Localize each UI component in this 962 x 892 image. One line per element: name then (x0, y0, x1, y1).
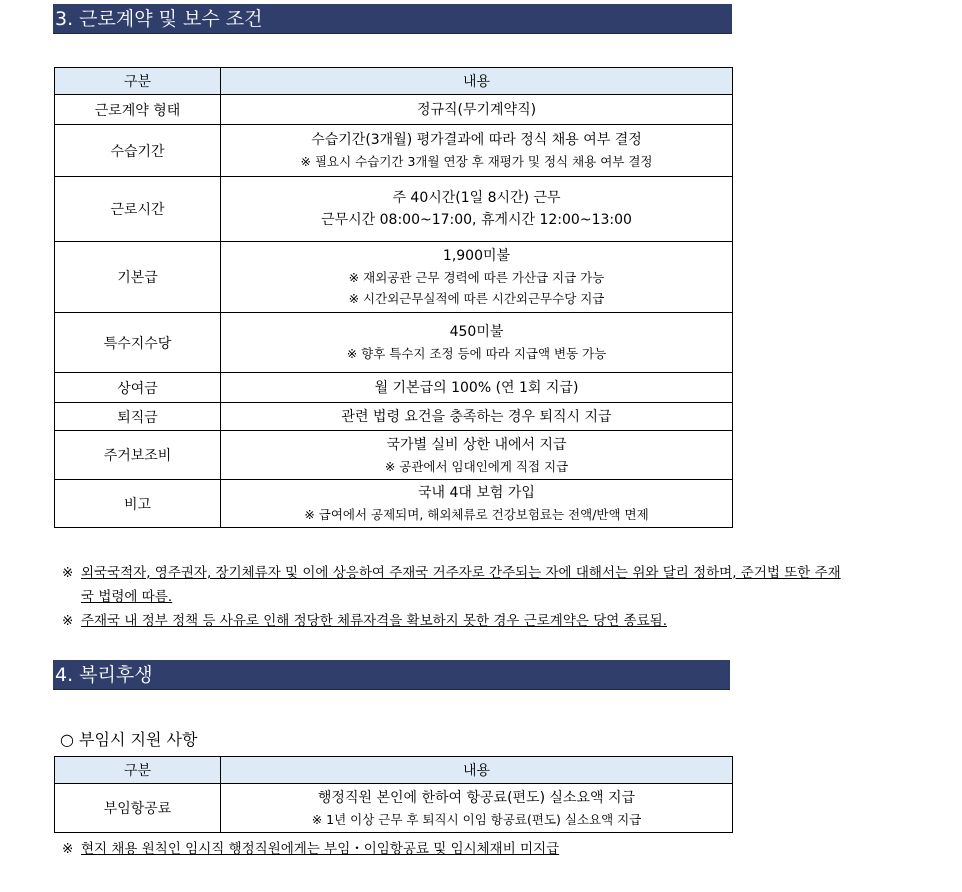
footnote-text-line: 주재국 내 정부 정책 등 사유로 인해 정당한 체류자격을 확보하지 못한 경우 근로계약은 당연 종료됨. (81, 613, 668, 629)
table-row (55, 784, 733, 833)
section-3-title: 3. 근로계약 및 보수 조건 (53, 4, 732, 34)
content-line: 수습기간(3개월) 평가결과에 따라 정식 채용 여부 결정 (311, 132, 642, 148)
row-label: 근로계약 형태 (55, 95, 221, 125)
row-content (221, 784, 733, 833)
content-note: ※ 시간외근무실적에 따른 시간외근무수당 지급 (348, 291, 605, 306)
content-note: ※ 급여에서 공제되며, 해외체류로 건강보험료는 전액/반액 면제 (304, 507, 649, 522)
row-content (221, 177, 733, 242)
row-content (221, 373, 733, 403)
header-category: 구분 (55, 757, 221, 784)
table-row (55, 480, 733, 528)
row-content (221, 403, 733, 431)
footnote (62, 609, 932, 633)
content-line: 주 40시간(1일 8시간) 근무 (392, 190, 561, 206)
row-label: 수습기간 (55, 125, 221, 177)
content-line: 국내 4대 보험 가입 (418, 485, 535, 501)
content-line: 정규직(무기계약직) (416, 101, 537, 118)
footnote-mark: ※ (62, 841, 74, 857)
header-content: 내용 (221, 757, 733, 784)
footnote-mark: ※ (62, 613, 74, 629)
footnote-text (81, 561, 841, 609)
table-row (55, 373, 733, 403)
content-note: ※ 향후 특수지 조정 등에 따라 지급액 변동 가능 (346, 346, 607, 361)
table-header-row (55, 68, 733, 95)
footnote-text: 현지 채용 원칙인 임시직 행정직원에게는 부임・이임항공료 및 임시체재비 미지급 (81, 841, 560, 857)
row-content (221, 431, 733, 480)
row-label: 근로시간 (55, 177, 221, 242)
row-content (221, 125, 733, 177)
row-label: 퇴직금 (55, 403, 221, 431)
table-row (55, 95, 733, 125)
content-line: 행정직원 본인에 한하여 항공료(편도) 실소요액 지급 (317, 789, 636, 806)
subsection-title: ○ 부임시 지원 사항 (60, 730, 198, 749)
content-line: 국가별 실비 상한 내에서 지급 (386, 436, 567, 453)
table-row (55, 242, 733, 313)
content-line: 관련 법령 요건을 충족하는 경우 퇴직시 지급 (341, 408, 612, 425)
section-3-footnotes (62, 561, 932, 633)
row-label: 비고 (55, 480, 221, 528)
row-content (221, 313, 733, 373)
content-note: ※ 필요시 수습기간 3개월 연장 후 재평가 및 정식 채용 여부 결정 (300, 154, 653, 169)
row-label: 기본급 (55, 242, 221, 313)
content-line: 450미불 (449, 324, 504, 340)
footnote-text-line: 국 법령에 따름. (81, 589, 173, 605)
row-content (221, 95, 733, 125)
section-4-title: 4. 복리후생 (53, 660, 730, 690)
table-header-row (55, 757, 733, 784)
row-label: 주거보조비 (55, 431, 221, 480)
content-note: ※ 공관에서 임대인에게 직접 지급 (384, 458, 569, 474)
section-4-footnote (62, 838, 559, 860)
table-row (55, 125, 733, 177)
footnote (62, 561, 932, 609)
footnote-text-line: 외국국적자, 영주권자, 장기체류자 및 이에 상응하여 주재국 거주자로 간주되는 자에 대해서는 위와 달리 정하며, 준거법 또한 주재 (81, 565, 841, 581)
table-row (55, 431, 733, 480)
table-row (55, 177, 733, 242)
row-label: 부임항공료 (55, 784, 221, 833)
content-line: 월 기본급의 100% (연 1회 지급) (374, 379, 579, 396)
table-row (55, 403, 733, 431)
content-note: ※ 재외공관 근무 경력에 따른 가산급 지급 가능 (348, 270, 605, 285)
content-line: 1,900미불 (442, 248, 511, 264)
content-line: 근무시간 08:00~17:00, 휴게시간 12:00~13:00 (321, 212, 632, 228)
row-label: 특수지수당 (55, 313, 221, 373)
row-content (221, 480, 733, 528)
table-row (55, 313, 733, 373)
content-note: ※ 1년 이상 근무 후 퇴직시 이임 항공료(편도) 실소요액 지급 (311, 811, 642, 827)
employment-terms-table (54, 67, 733, 528)
relocation-support-table (54, 756, 733, 833)
row-content (221, 242, 733, 313)
footnote-mark: ※ (62, 565, 74, 581)
row-label: 상여금 (55, 373, 221, 403)
header-category: 구분 (55, 68, 221, 95)
header-content: 내용 (221, 68, 733, 95)
